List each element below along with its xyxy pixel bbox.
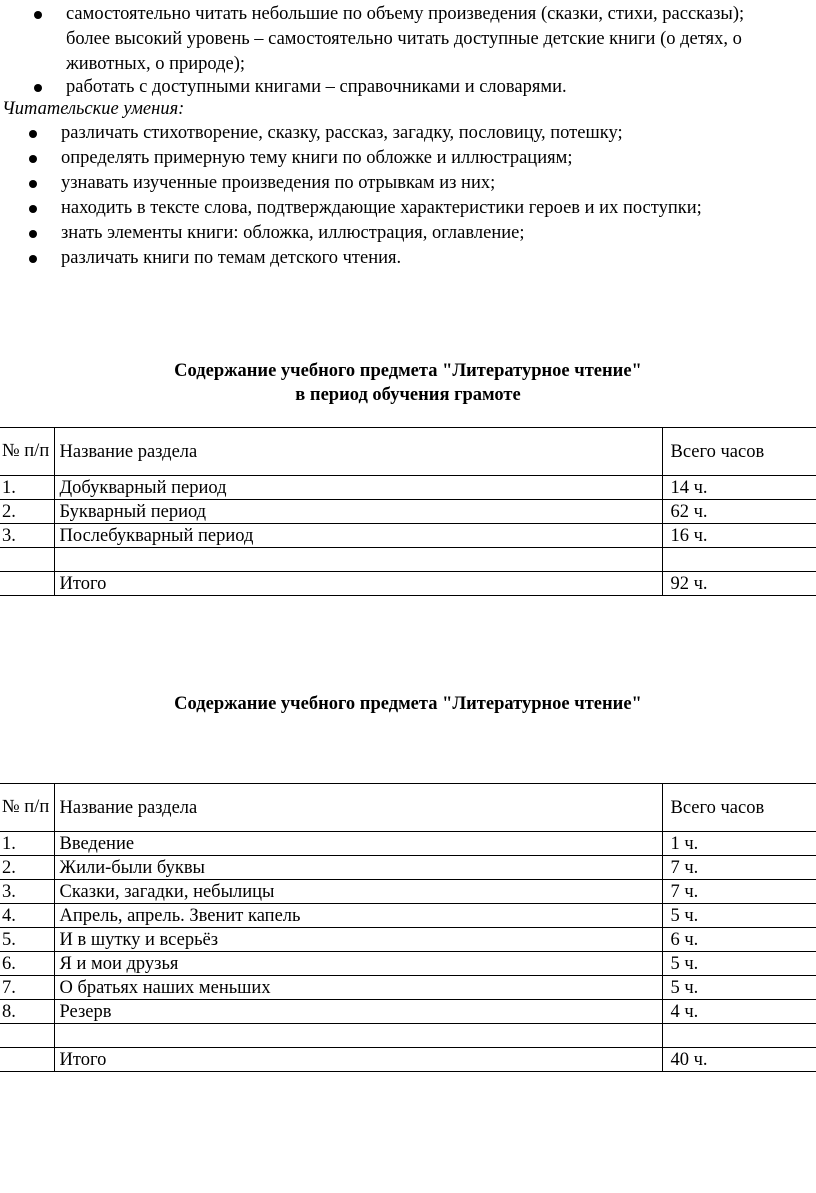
row-hours: 5 ч. xyxy=(662,952,816,976)
row-hours: 62 ч. xyxy=(662,500,816,524)
list-item: находить в тексте слова, подтверждающие характеристики героев и их поступки; xyxy=(61,198,702,218)
empty-row xyxy=(0,1024,816,1048)
list-item: знать элементы книги: обложка, иллюстрация, оглавление; xyxy=(61,223,525,243)
header-name: Название раздела xyxy=(54,428,662,476)
row-name: Сказки, загадки, небылицы xyxy=(54,880,662,904)
table-row xyxy=(0,880,816,904)
section-title: Содержание учебного предмета "Литературное чтение" xyxy=(174,694,642,714)
row-name: О братьях наших меньших xyxy=(54,976,662,1000)
header-name: Название раздела xyxy=(54,784,662,832)
header-num: № п/п xyxy=(0,428,54,476)
section-title: Содержание учебного предмета "Литературное чтение" xyxy=(174,361,642,381)
bullet-icon xyxy=(34,84,42,92)
bullet-icon xyxy=(34,11,42,19)
row-num: 4. xyxy=(0,904,54,928)
hours-table-main xyxy=(0,783,816,1072)
row-hours: 14 ч. xyxy=(662,476,816,500)
row-hours: 6 ч. xyxy=(662,928,816,952)
total-label: Итого xyxy=(54,1048,662,1072)
bullet-icon xyxy=(29,180,37,188)
table-header-row xyxy=(0,784,816,832)
total-hours: 40 ч. xyxy=(662,1048,816,1072)
bullet-icon xyxy=(29,155,37,163)
row-num: 2. xyxy=(0,856,54,880)
row-hours: 16 ч. xyxy=(662,524,816,548)
row-hours: 1 ч. xyxy=(662,832,816,856)
row-num: 3. xyxy=(0,524,54,548)
table-row xyxy=(0,476,816,500)
list-item: узнавать изученные произведения по отрывкам из них; xyxy=(61,173,496,193)
table-header-row xyxy=(0,428,816,476)
header-num: № п/п xyxy=(0,784,54,832)
list-item-line: животных, о природе); xyxy=(66,54,246,74)
table-row xyxy=(0,904,816,928)
row-name: Добукварный период xyxy=(54,476,662,500)
row-name: Я и мои друзья xyxy=(54,952,662,976)
list-item: определять примерную тему книги по обложке и иллюстрациям; xyxy=(61,148,573,168)
header-hours: Всего часов xyxy=(662,428,816,476)
row-num: 1. xyxy=(0,476,54,500)
table-row xyxy=(0,524,816,548)
table-row xyxy=(0,832,816,856)
row-num: 7. xyxy=(0,976,54,1000)
table-row xyxy=(0,1000,816,1024)
list-item-line: более высокий уровень – самостоятельно читать доступные детские книги (о детях, о xyxy=(66,29,742,49)
row-name: Жили-были буквы xyxy=(54,856,662,880)
skills-heading: Читательские умения: xyxy=(2,99,185,119)
table-row xyxy=(0,500,816,524)
row-hours: 7 ч. xyxy=(662,880,816,904)
row-name: Апрель, апрель. Звенит капель xyxy=(54,904,662,928)
row-num: 2. xyxy=(0,500,54,524)
row-name: Послебукварный период xyxy=(54,524,662,548)
bullet-icon xyxy=(29,130,37,138)
table-row xyxy=(0,976,816,1000)
row-num: 3. xyxy=(0,880,54,904)
total-row xyxy=(0,572,816,596)
bullet-icon xyxy=(29,205,37,213)
row-hours: 5 ч. xyxy=(662,976,816,1000)
row-hours: 4 ч. xyxy=(662,1000,816,1024)
section-subtitle: в период обучения грамоте xyxy=(295,385,521,405)
bullet-icon xyxy=(29,230,37,238)
list-item: различать стихотворение, сказку, рассказ, загадку, пословицу, потешку; xyxy=(61,123,623,143)
list-item-line: самостоятельно читать небольшие по объему произведения (сказки, стихи, рассказы); xyxy=(66,4,745,24)
row-hours: 5 ч. xyxy=(662,904,816,928)
hours-table-literacy xyxy=(0,427,816,596)
table-row xyxy=(0,952,816,976)
total-hours: 92 ч. xyxy=(662,572,816,596)
table-row xyxy=(0,928,816,952)
row-name: И в шутку и всерьёз xyxy=(54,928,662,952)
header-hours: Всего часов xyxy=(662,784,816,832)
bullet-icon xyxy=(29,255,37,263)
row-name: Введение xyxy=(54,832,662,856)
empty-row xyxy=(0,548,816,572)
row-name: Резерв xyxy=(54,1000,662,1024)
table-row xyxy=(0,856,816,880)
row-num: 8. xyxy=(0,1000,54,1024)
total-row xyxy=(0,1048,816,1072)
total-label: Итого xyxy=(54,572,662,596)
row-hours: 7 ч. xyxy=(662,856,816,880)
row-num: 1. xyxy=(0,832,54,856)
list-item-line: работать с доступными книгами – справочниками и словарями. xyxy=(66,77,567,97)
row-num: 5. xyxy=(0,928,54,952)
row-num: 6. xyxy=(0,952,54,976)
list-item: различать книги по темам детского чтения. xyxy=(61,248,402,268)
row-name: Букварный период xyxy=(54,500,662,524)
